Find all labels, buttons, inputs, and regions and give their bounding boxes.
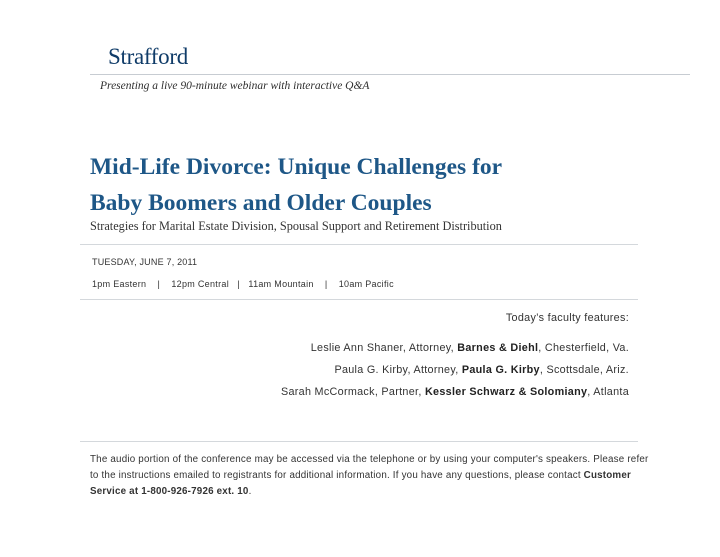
faculty-member: Paula G. Kirby, Attorney, Paula G. Kirby, Scottsdale, Ariz. [334, 364, 629, 376]
customer-service-contact: Customer Service at 1-800-926-7926 ext. 10 [90, 470, 631, 497]
webinar-title [90, 149, 690, 221]
webinar-date: TUESDAY, JUNE 7, 2011 [92, 257, 198, 267]
title-line-1: Mid-Life Divorce: Unique Challenges for [90, 154, 503, 180]
faculty-section [281, 312, 629, 403]
tagline: Presenting a live 90-minute webinar with interactive Q&A [100, 80, 370, 92]
faculty-firm: Kessler Schwarz & Solomiany [424, 386, 588, 398]
divider [80, 299, 638, 300]
faculty-heading: Today’s faculty features: [505, 312, 629, 324]
header-divider [90, 74, 690, 75]
title-line-2: Baby Boomers and Older Couples [90, 190, 432, 216]
divider [80, 441, 638, 442]
faculty-firm: Barnes & Diehl [457, 342, 539, 354]
brand-logo: Strafford [108, 44, 188, 69]
faculty-member: Sarah McCormack, Partner, Kessler Schwarz & Solomiany, Atlanta [280, 386, 629, 398]
webinar-subtitle: Strategies for Marital Estate Division, Spousal Support and Retirement Distribution [90, 219, 502, 233]
faculty-member: Leslie Ann Shaner, Attorney, Barnes & Diehl, Chesterfield, Va. [310, 342, 629, 354]
faculty-firm: Paula G. Kirby [461, 364, 540, 376]
webinar-times: 1pm Eastern | 12pm Central | 11am Mountain | 10am Pacific [92, 279, 394, 289]
divider [80, 244, 638, 245]
audio-instructions: The audio portion of the conference may be accessed via the telephone or by using your computer's speakers. Please refer to the instructions emailed to registrants for additional information. If you have any questions, please contact Customer Service at 1-800-926-7926 ext. 10. [90, 454, 649, 497]
